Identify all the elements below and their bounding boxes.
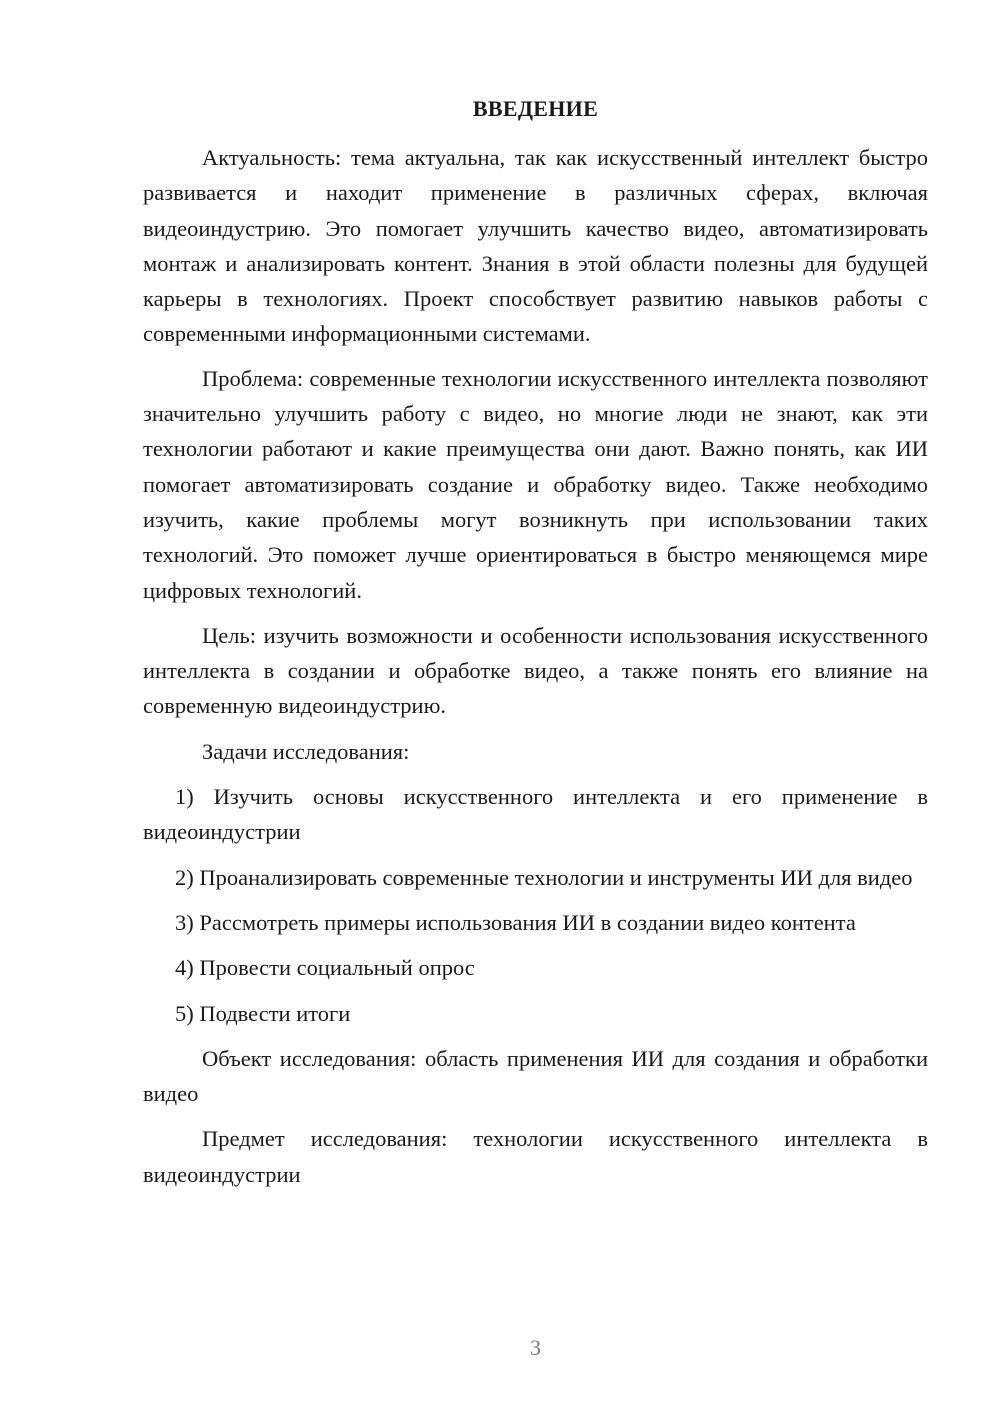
- problem-paragraph: Проблема: современные технологии искусственного интеллекта позволяют значительно улучшить работу с видео, но многие люди не знают, как эти технологии работают и какие преимущества они дают. Важно понять, как ИИ помогает автоматизировать создание и обработку видео. Также необходимо изучить, какие проблемы могут возникнуть при использовании таких технологий. Это поможет лучше ориентироваться в быстро меняющемся мире цифровых технологий.: [143, 365, 928, 603]
- task-item: 2) Проанализировать современные технологии и инструменты ИИ для видео: [175, 864, 913, 890]
- tasks-heading: Задачи исследования:: [202, 738, 410, 764]
- object-paragraph: Объект исследования: область применения ИИ для создания и обработки видео: [143, 1045, 928, 1107]
- relevance-paragraph: Актуальность: тема актуальна, так как искусственный интеллект быстро развивается и находит применение в различных сферах, включая видеоиндустрию. Это помогает улучшить качество видео, автоматизировать монтаж и анализировать контент. Знания в этой области полезны для будущей карьеры в технологиях. Проект способствует развитию навыков работы с современными информационными системами.: [143, 145, 928, 347]
- page-title: ВВЕДЕНИЕ: [472, 96, 599, 121]
- page-number: 3: [530, 1335, 541, 1360]
- document-page: [143, 0, 928, 1414]
- task-item: 4) Провести социальный опрос: [175, 955, 475, 981]
- task-item: 3) Рассмотреть примеры использования ИИ в создании видео контента: [175, 909, 856, 935]
- subject-paragraph: Предмет исследования: технологии искусственного интеллекта в видеоиндустрии: [143, 1126, 928, 1187]
- task-item: 1) Изучить основы искусственного интеллекта и его применение в видеоиндустрии: [143, 784, 928, 845]
- document-body: [143, 140, 928, 1192]
- goal-paragraph: Цель: изучить возможности и особенности использования искусственного интеллекта в создании и обработке видео, а также понять его влияние на современную видеоиндустрию.: [143, 622, 928, 719]
- task-item: 5) Подвести итоги: [175, 1000, 351, 1026]
